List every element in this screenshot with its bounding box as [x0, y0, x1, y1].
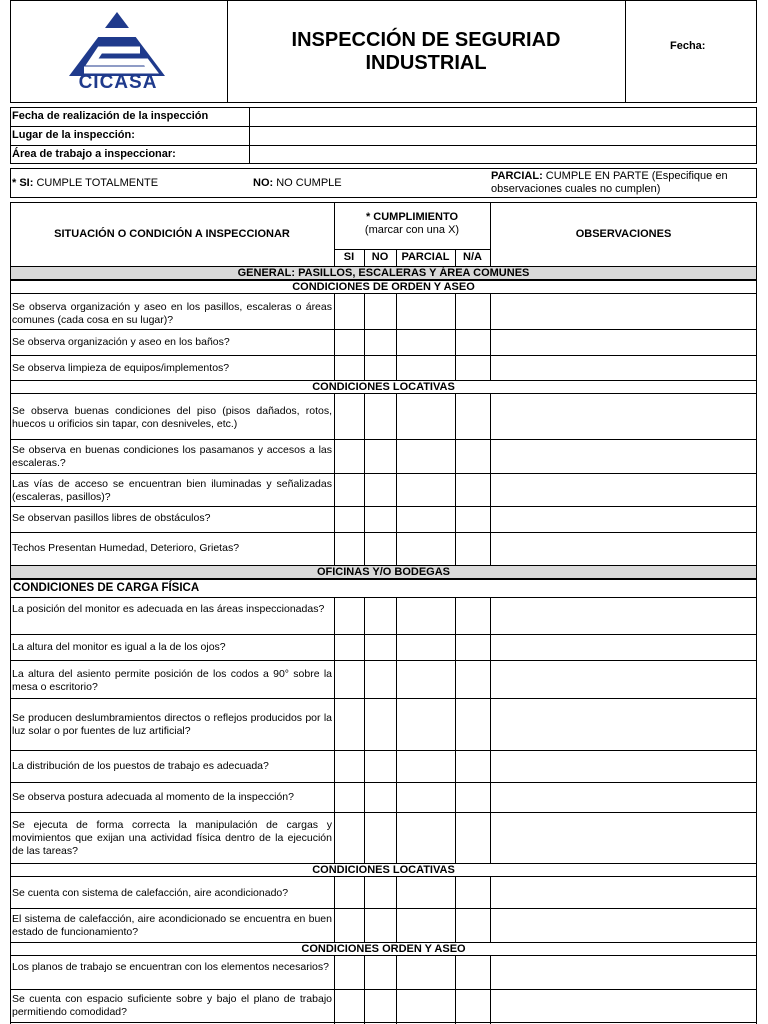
question-text: La altura del monitor es igual a la de los ojos?: [12, 641, 226, 653]
row-col-line: [364, 877, 365, 942]
row-col-line: [334, 598, 335, 863]
question-text: Se observan pasillos libres de obstáculos?: [12, 512, 211, 524]
work-area-label: Área de trabajo a inspeccionar:: [12, 148, 176, 160]
legend-no-text: NO CUMPLE: [276, 177, 342, 189]
row-col-line: [490, 598, 491, 863]
question-text: Se observa postura adecuada al momento de la inspección?: [12, 791, 294, 803]
inspection-place-label: Lugar de la inspección:: [12, 129, 135, 141]
row-col-line: [455, 394, 456, 565]
row-separator: [10, 1022, 757, 1023]
col-line: [490, 202, 491, 266]
row-separator: [10, 782, 757, 783]
col-parcial-header: PARCIAL: [401, 251, 450, 263]
section-orden-aseo-2: CONDICIONES ORDEN Y ASEO: [10, 942, 757, 956]
question-text: La altura del asiento permite posición de los codos a 90° sobre la mesa o escritorio?: [12, 668, 332, 693]
inspection-date-field[interactable]: [250, 108, 756, 125]
compliance-sub-divider: [334, 249, 490, 250]
row-col-line: [455, 598, 456, 863]
row-separator: [10, 473, 757, 474]
row-col-line: [364, 294, 365, 380]
header-divider: [625, 1, 626, 102]
question-text: Los planos de trabajo se encuentran con los elementos necesarios?: [12, 961, 329, 973]
row-col-line: [455, 294, 456, 380]
date-label: Fecha:: [670, 40, 706, 52]
row-col-line: [334, 294, 335, 380]
section-carga-fisica: CONDICIONES DE CARGA FÍSICA: [10, 579, 757, 598]
row-separator: [10, 532, 757, 533]
question-text: Se observa organización y aseo en los baños?: [12, 336, 230, 348]
section-locativas-2: CONDICIONES LOCATIVAS: [10, 863, 757, 877]
question-text: Se cuenta con sistema de calefacción, aire acondicionado?: [12, 887, 289, 899]
question-text: Se observa en buenas condiciones los pasamanos y accesos a las escaleras.?: [12, 444, 332, 469]
page-title: [227, 29, 625, 75]
compliance-header-sub: (marcar con una X): [364, 224, 460, 236]
section-oficinas: OFICINAS Y/O BODEGAS: [10, 565, 757, 579]
row-separator: [10, 698, 757, 699]
row-col-line: [490, 294, 491, 380]
row-col-line: [396, 294, 397, 380]
col-line: [364, 249, 365, 266]
col-line: [396, 249, 397, 266]
question-text: Se observa organización y aseo en los pasillos, escaleras o áreas comunes (cada cosa en su lugar)?: [12, 301, 332, 326]
inspection-place-field[interactable]: [250, 127, 756, 144]
row-separator: [10, 989, 757, 990]
question-text: Se cuenta con espacio suficiente sobre y bajo el plano de trabajo permitiendo comodidad?: [12, 993, 332, 1018]
legend-parcial-text2: observaciones cuales no cumplen): [491, 183, 661, 195]
row-col-line: [455, 956, 456, 1024]
legend-no-code: NO:: [253, 177, 274, 189]
page-title-line1: INSPECCIÓN DE SEGURIAD: [291, 29, 561, 51]
col-si-header: SI: [343, 251, 355, 263]
question-text: Se ejecuta de forma correcta la manipulación de cargas y movimientos que exijan una actividad física dentro de la ejecución de las tareas?: [12, 819, 332, 857]
row-col-line: [334, 877, 335, 942]
question-text: Techos Presentan Humedad, Deterioro, Grietas?: [12, 542, 240, 554]
row-col-line: [490, 394, 491, 565]
row-col-line: [334, 956, 335, 1024]
row-col-line: [364, 598, 365, 863]
section-orden-aseo: CONDICIONES DE ORDEN Y ASEO: [10, 280, 757, 294]
col-na-header: N/A: [463, 251, 482, 263]
logo-text: CICASA: [78, 72, 158, 93]
compliance-header-title: * CUMPLIMIENTO: [365, 211, 459, 223]
question-text: Se observa buenas condiciones del piso (pisos dañados, rotos, huecos u orificios sin tapar, con desniveles, etc.): [12, 405, 332, 430]
legend-parcial-code: PARCIAL:: [491, 170, 543, 182]
row-separator: [10, 329, 757, 330]
page-title-line2: INDUSTRIAL: [365, 52, 487, 74]
section-general: GENERAL: PASILLOS, ESCALERAS Y ÁREA COMUNES: [10, 266, 757, 280]
question-text: Se producen deslumbramientos directos o reflejos producidos por la luz solar o por fuentes de luz artificial?: [12, 712, 332, 737]
question-text: La posición del monitor es adecuada en las áreas inspeccionadas?: [12, 603, 325, 615]
row-col-line: [396, 877, 397, 942]
col-line: [334, 202, 335, 266]
row-separator: [10, 812, 757, 813]
question-text: La distribución de los puestos de trabajo es adecuada?: [12, 760, 269, 772]
work-area-field[interactable]: [250, 146, 756, 163]
legend-no: [253, 177, 342, 189]
row-col-line: [396, 598, 397, 863]
inspection-date-label: Fecha de realización de la inspección: [12, 110, 209, 122]
legend-parcial: [491, 170, 753, 196]
row-col-line: [364, 394, 365, 565]
situation-header: SITUACIÓN O CONDICIÓN A INSPECCIONAR: [54, 228, 290, 240]
legend-si-text: CUMPLE TOTALMENTE: [36, 177, 159, 189]
row-separator: [10, 506, 757, 507]
row-separator: [10, 660, 757, 661]
legend-parcial-text: CUMPLE EN PARTE (Especifique en: [545, 170, 728, 182]
row-col-line: [455, 877, 456, 942]
row-separator: [10, 634, 757, 635]
row-col-line: [396, 394, 397, 565]
question-text: El sistema de calefacción, aire acondicionado se encuentra en buen estado de funcionamiento?: [12, 913, 332, 938]
question-text: Se observa limpieza de equipos/implementos?: [12, 362, 230, 374]
row-separator: [10, 908, 757, 909]
compliance-header: [334, 211, 490, 237]
legend-si-code: * SI:: [12, 177, 34, 189]
observations-header: OBSERVACIONES: [575, 228, 672, 240]
legend-si: [12, 177, 158, 189]
col-no-header: NO: [371, 251, 389, 263]
row-separator: [10, 750, 757, 751]
row-col-line: [490, 877, 491, 942]
row-col-line: [364, 956, 365, 1024]
question-text: Las vías de acceso se encuentran bien iluminadas y señalizadas (escaleras, pasillos)?: [12, 478, 332, 503]
row-separator: [10, 355, 757, 356]
company-logo: [62, 10, 172, 94]
section-locativas: CONDICIONES LOCATIVAS: [10, 380, 757, 394]
row-col-line: [334, 394, 335, 565]
row-separator: [10, 439, 757, 440]
row-col-line: [490, 956, 491, 1024]
col-line: [455, 249, 456, 266]
row-col-line: [396, 956, 397, 1024]
